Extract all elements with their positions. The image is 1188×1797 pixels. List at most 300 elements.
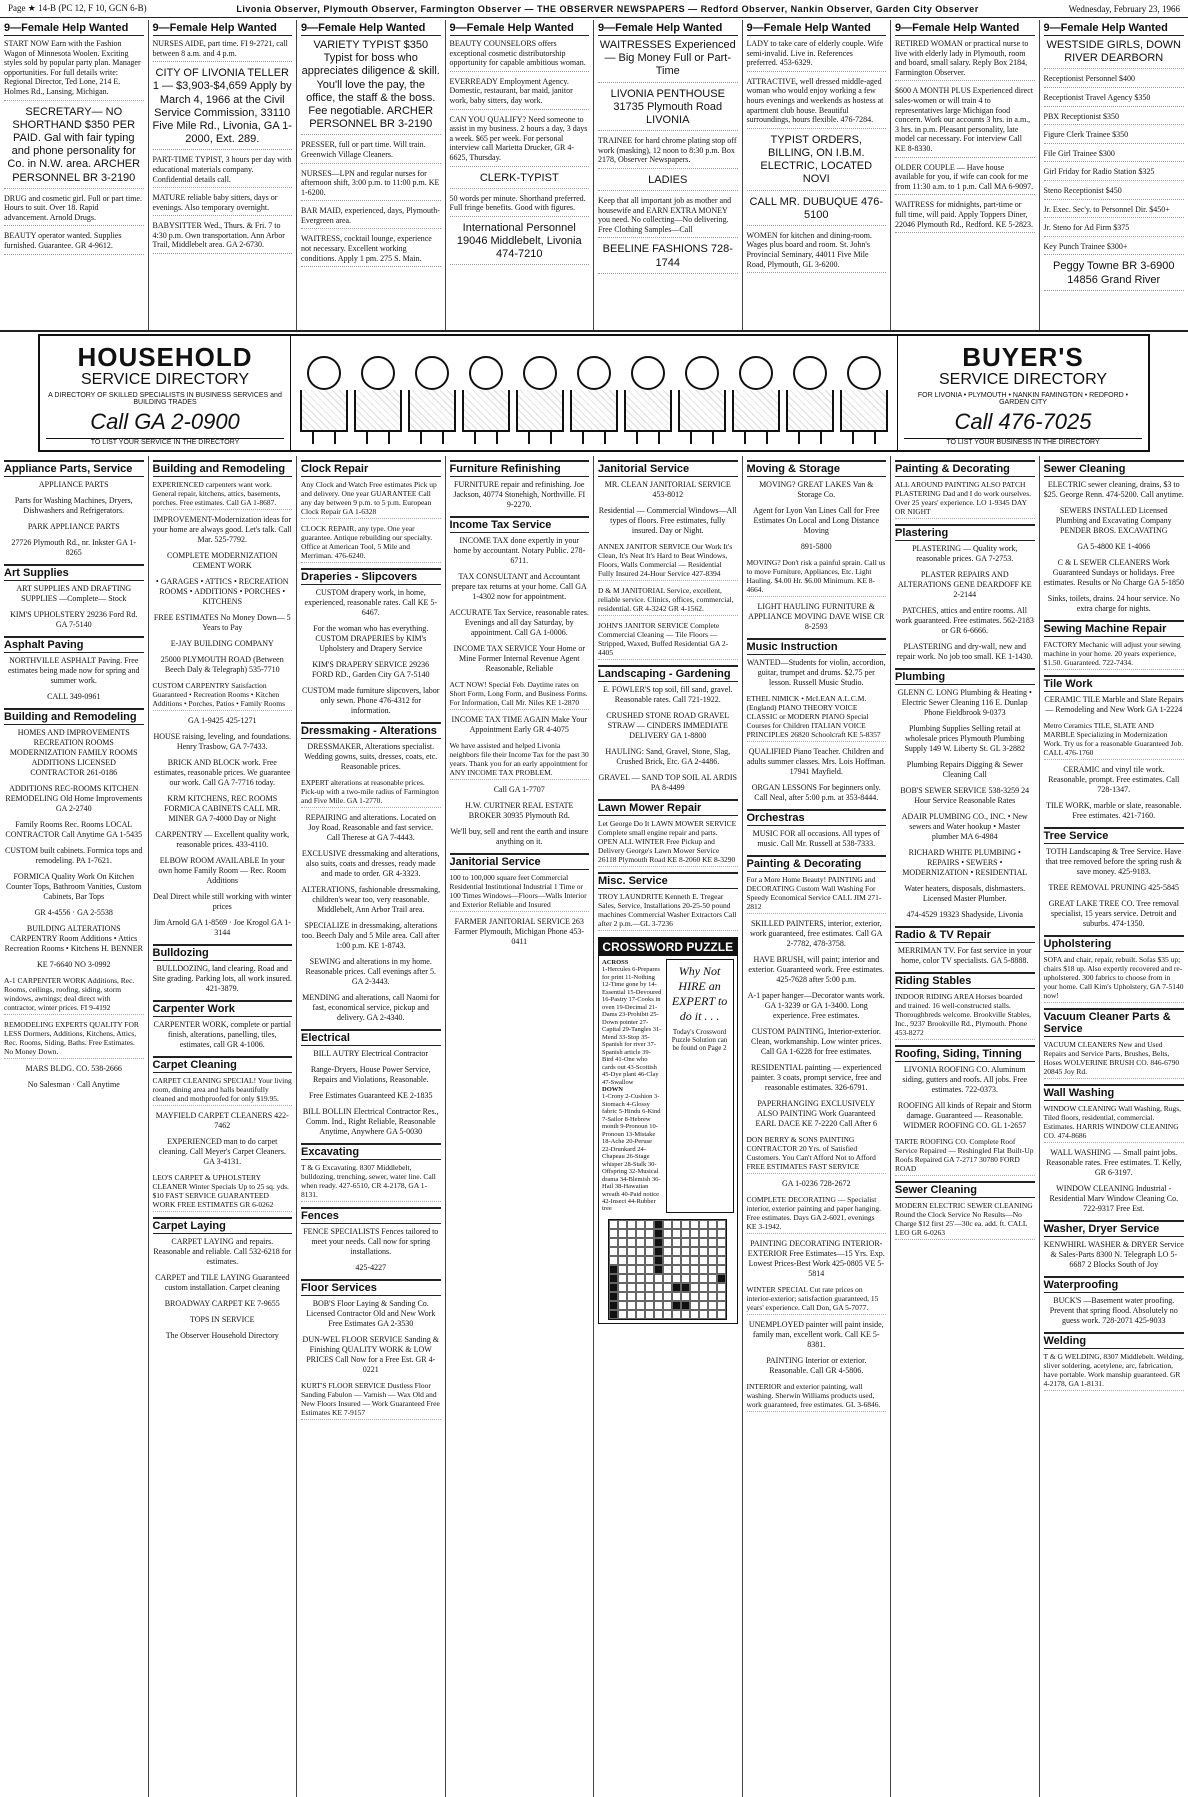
category-heading: Asphalt Paving xyxy=(4,636,144,653)
directory-listing: BOB'S Floor Laying & Sanding Co. Licensed Contractor Old and New Work Free Estimates GA 2-3530 xyxy=(306,1299,436,1328)
classified-ad: LADY to take care of elderly couple. Wife semi-invalid. Live in. References preferred. 453-6329. xyxy=(747,39,887,72)
directory-listing: NORTHVILLE ASPHALT Paving. Free estimates being made now for spring and summer work. xyxy=(7,656,140,685)
category-heading: Music Instruction xyxy=(747,638,887,655)
directory-listing: ORGAN LESSONS For beginners only. Call Neal, after 5:00 p.m. at 353-8444. xyxy=(751,783,881,802)
directory-listing: CUSTOM built cabinets. Formica tops and remodeling. PA 1-7621. xyxy=(4,846,143,865)
category-heading: Landscaping - Gardening xyxy=(598,665,738,682)
caroler-figure xyxy=(625,356,671,444)
directory-col-5 xyxy=(594,456,743,1797)
caroler-figure xyxy=(787,356,833,444)
directory-listing: TOTH Landscaping & Tree Service. Have that tree removed before the spring rush & save money. 425-9183. xyxy=(1045,847,1182,876)
classified-ad: OLDER COUPLE — Have house available for you, if wife can cook for me from 11:30 a.m. to 1 p.m. Call MA 6-9097. xyxy=(895,163,1035,196)
household-phone: Call GA 2-0900 xyxy=(90,409,240,434)
caroler-figure xyxy=(841,356,887,444)
category-heading: Carpet Laying xyxy=(153,1217,293,1234)
directory-listing: EXPERIENCED man to do carpet cleaning. Call Meyer's Carpet Cleaners. GA 3-4131. xyxy=(158,1137,286,1166)
classified-ad: MATURE reliable baby sitters, days or evenings. Also temporary overnight. xyxy=(153,193,293,216)
paper-names: Livonia Observer, Plymouth Observer, Farmington Observer — THE OBSERVER NEWSPAPERS — Redford Observer, Nankin Observer, Garden City Observer xyxy=(236,3,979,14)
directory-listing: WINDOW CLEANING Wall Washing, Rugs, Tiled floors, residential, commercial. Estimates. HARRIS WINDOW CLEANING CO. 474-8686 xyxy=(1044,1104,1185,1143)
directory-listing: SOFA and chair, repair, rebuilt. Sofas $35 up; chairs $18 up. Also expertly recovered and re-upholstered. 300 fabrics to choose from in your home. Call Kim's Upholstery, GA 7-5140 now! xyxy=(1044,955,1185,1003)
category-heading: Carpet Cleaning xyxy=(153,1056,293,1073)
category-heading: Moving & Storage xyxy=(747,460,887,477)
directory-listing: SKILLED PAINTERS, interior, exterior, work guaranteed, free estimates. Call GA 2-7782, 478-3758. xyxy=(749,919,883,948)
directory-listing: CLOCK REPAIR, any type. One year guarantee. Antique rebuilding our specialty. Office at American Tool, 5 Mile and Merriman. 476-6240. xyxy=(301,524,441,563)
job-listing: Steno Receptionist $450 xyxy=(1044,186,1185,200)
directory-listing: HAULING: Sand, Gravel, Stone, Slag, Crushed Brick, Etc. GA 2-4486. xyxy=(605,747,731,766)
directory-listing: MARS BLDG. CO. 538-2666 xyxy=(25,1064,122,1073)
directory-listing: BUCK'S —Basement water proofing. Prevent that spring flood. Absolutely no guess work. 728-2071 425-9033 xyxy=(1049,1296,1178,1325)
job-listing: Key Punch Trainee $300+ xyxy=(1044,242,1185,256)
directory-listing: SEWERS INSTALLED Licensed Plumbing and Excavating Company PENDER BROS. EXCAVATING xyxy=(1055,506,1172,535)
classified-ad: Peggy Towne BR 3-6900 14856 Grand River xyxy=(1044,260,1185,290)
category-heading: Roofing, Siding, Tinning xyxy=(895,1045,1035,1062)
classified-ad: PART-TIME TYPIST, 3 hours per day with educational materials company. Confidential details call. xyxy=(153,155,293,188)
crossword-clues xyxy=(602,959,662,1213)
across-label: ACROSS xyxy=(602,959,629,966)
directory-listing: EXCLUSIVE dressmaking and alterations, also suits, coats and dresses, ready made and made to order. GR 4-3323. xyxy=(301,849,440,878)
directory-listing: BULLDOZING, land clearing. Road and Site grading. Parking lots, all work insured. 421-3879. xyxy=(152,964,292,993)
job-listing: Girl Friday for Radio Station $325 xyxy=(1044,167,1185,181)
help-wanted-col-8 xyxy=(1040,20,1188,330)
directory-listing: TROY LAUNDRITE Kenneth E. Tregear Sales, Service, Installations 20-25-50 pound machines Commercial Washer Extractors Call after 2 p.m.—GL 3-7236 xyxy=(598,892,738,931)
classified-ad: TYPIST ORDERS, BILLING, ON I.B.M. ELECTRIC, LOCATED NOVI xyxy=(747,134,887,191)
category-heading: Building and Remodeling xyxy=(4,708,144,725)
directory-listing: Free Estimates Guaranteed KE 2-1835 xyxy=(308,1091,433,1100)
classified-ad: BEAUTY operator wanted. Supplies furnished. Guarantee. GR 4-9612. xyxy=(4,231,144,254)
directory-listing: T & G Excavating. 8307 Middlebelt, bulldozing, trenching, sewer, water line. Call when ready. 427-6510, CR 4-2178, GA 1-8131. xyxy=(301,1163,441,1202)
section-heading: 9—Female Help Wanted xyxy=(747,22,887,36)
directory-listing: ELBOW ROOM AVAILABLE In your own home Family Room — Rec. Room Additions xyxy=(158,856,287,885)
category-heading: Excavating xyxy=(301,1143,441,1160)
directory-listing: RICHARD WHITE PLUMBING • REPAIRS • SEWERS • MODERNIZATION • RESIDENTIAL xyxy=(902,848,1028,877)
directory-listing: CUSTOM PAINTING, Interior-exterior. Clean, workmanship. Low winter prices. Call GA 1-6228 for free estimates. xyxy=(751,1027,882,1056)
classified-ad: WAITRESS, cocktail lounge, experience not necessary. Excellent working conditions. Apply 1 pm. 275 S. Main. xyxy=(301,234,441,267)
directory-listing: DON BERRY & SONS PAINTING CONTRACTOR 20 Yrs. of Satisfied Customers. You Can't Afford Not to Afford FREE ESTIMATES FAST SERVICE xyxy=(747,1135,887,1174)
directory-listing: LEO'S CARPET & UPHOLSTERY CLEANER Winter Specials Up to 25 sq. yds. $10 FAST SERVICE GUARANTEED WORK FREE ESTIMATES GR 6-0262 xyxy=(153,1173,293,1212)
directory-listing: Let George Do It LAWN MOWER SERVICE Complete small engine repair and parts. OPEN ALL WINTER Free Pickup and Delivery George's Lawn Mower Service 26118 Plymouth Road KE 8-2060 KE 8-3290 xyxy=(598,819,738,867)
directory-listing: Call GA 1-7707 xyxy=(493,785,545,794)
directory-listing: REMODELING EXPERTS QUALITY FOR LESS Dormers, Additions, Kitchens, Attics, Rec. Rooms, Siding, Baths. Free Estimates. No Money Down. xyxy=(4,1020,144,1059)
directory-listing: CRUSHED STONE ROAD GRAVEL STRAW — CINDERS IMMEDIATE DELIVERY GA 1-8800 xyxy=(606,711,730,740)
directory-listing: GRAVEL — SAND TOP SOIL AL ARDIS PA 8-4499 xyxy=(598,773,737,792)
help-wanted-col-3 xyxy=(297,20,446,330)
category-heading: Clock Repair xyxy=(301,460,441,477)
promo-text: Why Not HIRE an EXPERT to do it . . . xyxy=(671,964,728,1023)
directory-listing: Sinks, toilets, drains. 24 hour service. No extra charge for nights. xyxy=(1047,594,1180,613)
directory-listing: We'll buy, sell and rent the earth and insure anything on it. xyxy=(450,827,589,846)
category-heading: Washer, Dryer Service xyxy=(1044,1220,1185,1237)
directory-listing: EXPERIENCED carpenters want work. General repair, kitchens, attics, basements, porches. Free estimates. Call GA 1-8687. xyxy=(153,480,293,510)
directory-col-6 xyxy=(743,456,892,1797)
directory-listing: FENCE SPECIALISTS Fences tailored to meet your needs. Call now for spring installations. xyxy=(303,1227,439,1256)
directory-listing: ACCURATE Tax Service, reasonable rates. Evenings and all day Saturday, by appointment. Call GA 1-0006. xyxy=(449,608,589,637)
classified-ad: WAITRESSES Experienced — Big Money Full or Part-Time xyxy=(598,39,738,83)
directory-listing: IMPROVEMENT-Modernization ideas for your home are always good. Let's talk. Call Mar. 525-7792. xyxy=(152,515,292,544)
classified-ad: NURSES AIDE, part time. FI 9-2721, call between 8 a.m. and 4 p.m. xyxy=(153,39,293,62)
directory-listing: HOUSE raising, leveling, and foundations. Henry Trasbow, GA 7-7433. xyxy=(153,732,292,751)
directory-listing: COMPLETE DECORATING — Specialist interior, exterior painting and paper hanging. Free estimates. Days GA 2-6021, evenings KE 3-1942. xyxy=(747,1195,887,1234)
directory-listing: INCOME TAX done expertly in your home by accountant. Notary Public. 278-6711. xyxy=(453,536,586,565)
category-heading: Radio & TV Repair xyxy=(895,926,1035,943)
masthead xyxy=(0,0,1188,18)
help-wanted-col-4 xyxy=(446,20,595,330)
classified-ad: PRESSER, full or part time. Will train. Greenwich Village Cleaners. xyxy=(301,140,441,163)
directory-listing: ADAIR PLUMBING CO., INC. • New sewers and Water hookup • Master plumber MA 6-4984 xyxy=(901,812,1028,841)
section-heading: 9—Female Help Wanted xyxy=(895,22,1035,36)
directory-listing: PLASTER REPAIRS AND ALTERATIONS GENE DEARDOFF KE 2-2144 xyxy=(897,570,1032,599)
directory-listing: VACUUM CLEANERS New and Used Repairs and Service Parts, Brushes, Belts, Hoses WOLVERINE BRUSH CO. 846-6790 20845 Joy Rd. xyxy=(1044,1040,1185,1079)
directory-listing: Deal Direct while still working with winter prices xyxy=(153,892,292,911)
directory-listing: PAPERHANGING EXCLUSIVELY ALSO PAINTING Work Guaranteed EARL DACE KE 7-2220 Call After 6 xyxy=(755,1099,877,1128)
category-heading: Draperies - Slipcovers xyxy=(301,568,441,585)
directory-listing: A-1 CARPENTER WORK Additions, Rec. Rooms, ceilings, roofing, siding, storm windows, awnings; deal direct with contractor, winter prices. FI 9-4192 xyxy=(4,976,144,1015)
directory-listing: INCOME TAX TIME AGAIN Make Your Appointment Early GR 4-4075 xyxy=(451,715,587,734)
crossword-title: CROSSWORD PUZZLE xyxy=(599,938,737,956)
directory-col-2 xyxy=(149,456,298,1797)
classified-ad: CITY OF LIVONIA TELLER 1 — $3,903-$4,659 Apply by March 4, 1966 at the Civil Service Commission, 33110 Five Mile Rd., Livonia, GA 1-2000, Ext. 289. xyxy=(153,67,293,150)
directory-listing: CARPENTRY — Excellent quality work, reasonable prices. 433-4110. xyxy=(155,830,290,849)
category-heading: Tree Service xyxy=(1044,827,1185,844)
classified-ad: BAR MAID, experienced, days, Plymouth-Evergreen area. xyxy=(301,206,441,229)
directory-listing: LIGHT HAULING FURNITURE & APPLIANCE MOVING DAVE WISE CR 8-2593 xyxy=(748,602,885,631)
caroler-figure xyxy=(571,356,617,444)
directory-listing: Parts for Washing Machines, Dryers, Dishwashers and Refrigerators. xyxy=(14,496,133,515)
directory-listing: GA 1-0236 728-2672 xyxy=(782,1179,851,1188)
directory-listing: TAX CONSULTANT and Accountant prepare tax returns at your home. Call GA 1-4302 now for appointment. xyxy=(451,572,587,601)
directory-listing: 891-5800 xyxy=(800,542,832,551)
classified-ad: $600 A MONTH PLUS Experienced direct sales-women or will train 4 to representatives large Michigan food concern. Work our accounts 3 hrs. in a.m., 3 hrs. in p.m. Pleasant personality, late model car necessary. For interview Call KE 8-8330. xyxy=(895,86,1035,157)
classified-ad: LADIES xyxy=(598,174,738,191)
help-wanted-section xyxy=(0,20,1188,332)
directory-listing: PATCHES, attics and entire rooms. All work guaranteed. Free estimates. 562-2183 or GR 6-6666. xyxy=(895,606,1034,635)
directory-listing: 425-4227 xyxy=(355,1263,387,1272)
directory-listing: CARPET and TILE LAYING Guaranteed custom installation. Carpet cleaning xyxy=(155,1273,290,1292)
category-heading: Waterproofing xyxy=(1044,1276,1185,1293)
directory-listing: E. FOWLER'S top soil, fill sand, gravel. Reasonable rates. Call 721-1922. xyxy=(603,685,733,704)
directory-listing: QUALIFIED Piano Teacher. Children and adults summer classes. Mrs. Lois Hoffman. 17941 Mayfield. xyxy=(746,747,886,776)
buyers-subtitle: SERVICE DIRECTORY xyxy=(938,371,1108,388)
category-heading: Art Supplies xyxy=(4,564,144,581)
category-heading: Floor Services xyxy=(301,1279,441,1296)
job-listing: Receptionist Personnel $400 xyxy=(1044,74,1185,88)
category-heading: Electrical xyxy=(301,1029,441,1046)
directory-listing: ALL AROUND PAINTING ALSO PATCH PLASTERING Dad and I do work ourselves. Over 25 years' experience. LO 1-9345 DAY OR NIGHT xyxy=(895,480,1035,519)
category-heading: Painting & Decorating xyxy=(895,460,1035,477)
directory-listing: JOHN'S JANITOR SERVICE Complete Commercial Cleaning — Tile Floors — Stripped, Waxed, Buffed Residential GA 2-4405 xyxy=(598,621,738,660)
directory-listing: KRM KITCHENS, REC ROOMS FORMICA CABINETS CALL MR. MINER GA 7-4000 Day or Night xyxy=(164,794,281,823)
classified-ad: CAN YOU QUALIFY? Need someone to assist in my business. 2 hours a day, 3 days a week. $65 per week. For personal interview call Marietta Drucker, GR 4-6625, Thursday. xyxy=(450,115,590,167)
classified-ad: WAITRESS for midnights, part-time or full time, will paid. Apply Toppers Diner, 22046 Plymouth Rd., Redford. KE 5-2823. xyxy=(895,200,1035,233)
directory-listing: ART SUPPLIES AND DRAFTING SUPPLIES —Complete— Stock xyxy=(16,584,132,603)
category-heading: Plastering xyxy=(895,524,1035,541)
directory-listing: CARPENTER WORK, complete or partial finish, alterations, panelling, tiles, estimates, call GR 4-1006. xyxy=(153,1020,291,1049)
directory-listing: FURNITURE repair and refinishing. Joe Jackson, 40774 Stonehigh, Northville. FI 9-2270. xyxy=(453,480,586,509)
household-subtitle: SERVICE DIRECTORY xyxy=(80,371,250,388)
directory-listing: MUSIC FOR all occasions. All types of music. Call Mr. Russell at 538-7333. xyxy=(752,829,880,848)
category-heading: Vacuum Cleaner Parts & Service xyxy=(1044,1008,1185,1037)
help-wanted-col-6 xyxy=(743,20,892,330)
directory-listing: SEWING and alterations in my home. Reasonable prices. Call evenings after 5. GA 2-3443. xyxy=(305,957,436,986)
household-desc: A DIRECTORY OF SKILLED SPECIALISTS IN BUSINESS SERVICES and BUILDING TRADES xyxy=(48,392,282,406)
classified-ad: CALL MR. DUBUQUE 476-5100 xyxy=(747,196,887,226)
job-listing: PBX Receptionist $350 xyxy=(1044,112,1185,126)
directory-listing: MODERN ELECTRIC SEWER CLEANING Round the Clock Service No Results—No Charge $12 first 25'—30c ea. add. ft. CALL LEO GR 6-0263 xyxy=(895,1201,1035,1240)
category-heading: Bulldozing xyxy=(153,944,293,961)
directory-listing: MERRIMAN TV. For fast service in your home, color TV specialists. GA 5-8888. xyxy=(897,946,1032,965)
directory-listing: ACT NOW! Special Feb. Daytime rates on Short Form, Long Form, and Business Forms. For Information, Call Mr. Niles KE 1-2870 xyxy=(450,680,590,710)
directory-listing: CERAMIC TILE Marble and Slate Repairs — Remodeling and New Work GA 1-2224 xyxy=(1044,695,1184,714)
directory-listing: BRICK AND BLOCK work. Free estimates, reasonable prices. We guarantee our work. Call GA 7-7716 today. xyxy=(154,758,291,787)
classified-ad: Keep that all important job as mother and housewife and EARN EXTRA MONEY you need. No collecting—No delivering. Free Clothing Samples—Call xyxy=(598,196,738,238)
help-wanted-col-7 xyxy=(891,20,1040,330)
buyers-directory-header xyxy=(898,336,1148,450)
directory-listing: C & L SEWER CLEANERS Work Guaranteed Sundays or holidays. Free estimates. Results or No Charge GA 5-1850 xyxy=(1043,558,1185,587)
directory-listing: ADDITIONS REC-ROOMS KITCHEN REMODELING Old Home Improvements GA 2-2740 xyxy=(5,784,143,813)
classified-ad: TRAINEE for hard chrome plating stop off work (masking), 12 noon to 8:30 p.m. Box 2178, Observer Newspapers. xyxy=(598,136,738,169)
directory-listing: MOVING? GREAT LAKES Van & Storage Co. xyxy=(759,480,874,499)
directory-listing: 27726 Plymouth Rd., nr. Inkster GA 1-8265 xyxy=(11,538,137,557)
buyers-title: BUYER'S xyxy=(962,342,1084,372)
directory-listing: CARPET LAYING and repairs. Reasonable and reliable. Call 532-6218 for estimates. xyxy=(153,1237,292,1266)
down-clues: 1-Crony 2-Cushion 3-Stomach 4-Glossy fabric 5-Hindu 6-Kind 7-Sailor 8-Hebrew month 9-Pronoun 10-Pronoun 13-Mistake 18-Ache 20-Peruse 22-Drunkard 24-Chapeau 26-Stage whisper 28-Stalk 30-Offspring 32-Musical drama 34-Blemish 36-Hail 38-Hawaiian wreath 40-Paid notice 42-Insect 44-Rubber tree xyxy=(602,1093,661,1213)
category-heading: Lawn Mower Repair xyxy=(598,799,738,816)
buyers-desc: FOR LIVONIA • PLYMOUTH • NANKIN FAMINGTON • REDFORD • GARDEN CITY xyxy=(917,392,1129,406)
directory-listing: D & M JANITORIAL Service, excellent, reliable service. Clinics, offices, commercial, residential. GR 4-3242 GR 4-1562. xyxy=(598,586,738,616)
directory-listing: ALTERATIONS, fashionable dressmaking, children's wear too, very reasonable. Middlebelt, Ann Arbor Trail area. xyxy=(301,885,441,914)
category-heading: Upholstering xyxy=(1044,935,1185,952)
directory-listing: LIVONIA ROOFING CO. Aluminum siding, gutters and roofs. All jobs. Free estimates. 722-0373. xyxy=(902,1065,1028,1094)
directory-col-4 xyxy=(446,456,595,1797)
directory-listing: WINTER SPECIAL Cut rate prices on interior-exterior; satisfaction guaranteed, 15 years' experience. Call Don, GA 5-7077. xyxy=(747,1285,887,1315)
buyers-note: TO LIST YOUR BUSINESS IN THE DIRECTORY xyxy=(904,438,1142,446)
household-note: TO LIST YOUR SERVICE IN THE DIRECTORY xyxy=(46,438,284,446)
category-heading: Plumbing xyxy=(895,668,1035,685)
directory-listing: 100 to 100,000 square feet Commercial Residential Institutional Industrial 1 Time or 100 Times Windows—Floors—Walls Interior and Exterior Reliable and Insured xyxy=(450,873,590,912)
category-heading: Carpenter Work xyxy=(153,1000,293,1017)
caroler-figure xyxy=(355,356,401,444)
category-heading: Wall Washing xyxy=(1044,1084,1185,1101)
directory-listing: PLASTERING — Quality work, reasonable prices. GA 7-2753. xyxy=(912,544,1018,563)
classified-ad: RETIRED WOMAN or practical nurse to live with elderly lady in Plymouth, room and board, small salary. Reply Box 2184, Farmington Observer. xyxy=(895,39,1035,81)
directory-listing: HOMES AND IMPROVEMENTS RECREATION ROOMS MODERNIZATION FAMILY ROOMS ADDITIONS LICENSED CONTRACTOR 261-0186 xyxy=(9,728,138,777)
directory-listing: Range-Dryers, House Power Service, Repairs and Violations, Reasonable. xyxy=(310,1065,431,1084)
hire-expert-promo xyxy=(666,959,734,1213)
directory-listing: FARMER JANITORIAL SERVICE 263 Farmer Plymouth, Michigan Phone 453-0411 xyxy=(454,917,585,946)
directory-col-8 xyxy=(1040,456,1188,1797)
caroler-figure xyxy=(301,356,347,444)
directory-listing: TILE WORK, marble or slate, reasonable. Free estimates. 421-7160. xyxy=(1046,801,1182,820)
directory-listing: MOVING? Don't risk a painful sprain. Call us to move Furniture, Appliances, Etc. Light Hauling. $4.00 Hr. $6.00 Minimum. KE 8-4664. xyxy=(747,558,887,597)
category-heading: Welding xyxy=(1044,1332,1185,1349)
category-heading: Riding Stables xyxy=(895,972,1035,989)
classified-ad: WOMEN for kitchen and dining-room. Wages plus board and room. St. John's Provincial Seminary, 44011 Five Mile Road, Plymouth, GL 3-6200. xyxy=(747,231,887,273)
directory-listing: PAINTING DECORATING INTERIOR-EXTERIOR Free Estimates—15 Yrs. Exp. Lowest Prices-Best Work 425-0805 VE 5-5814 xyxy=(747,1239,885,1278)
help-wanted-col-1 xyxy=(0,20,149,330)
directory-listing: CUSTOM CARPENTRY Satisfaction Guaranteed • Recreation Rooms • Kitchen Additions • Porches, Patios • Family Rooms xyxy=(153,681,293,711)
caroler-figure xyxy=(409,356,455,444)
directory-listing: SPECIALIZE in dressmaking, alterations too. Beech Daly and 5 Mile area. Call after 1:00 p.m. KE 1-8743. xyxy=(301,921,440,950)
directory-listing: MAYFIELD CARPET CLEANERS 422-7462 xyxy=(155,1111,289,1130)
classified-ad: 50 words per minute. Shorthand preferred. Full fringe benefits. Good with figures. xyxy=(450,194,590,217)
category-heading: Dressmaking - Alterations xyxy=(301,722,441,739)
category-heading: Misc. Service xyxy=(598,872,738,889)
directory-listing: KIM'S UPHOLSTERY 29236 Ford Rd. GA 7-5140 xyxy=(10,610,138,629)
directory-listing: WALL WASHING — Small paint jobs. Reasonable rates. Free estimates. T. Kelly, GR 6-3197. xyxy=(1046,1148,1182,1177)
classified-ad: VARIETY TYPIST $350 Typist for boss who appreciates diligence & skill. You'll love the pay, the office, the staff & the boss. Fee negotiable. ARCHER PERSONNEL BR 3-2190 xyxy=(301,39,441,135)
category-heading: Orchestras xyxy=(747,809,887,826)
directory-listing: MENDING and alterations, call Naomi for fast, economical service, pickup and delivery. GA 2-4340. xyxy=(302,993,440,1022)
classified-ad: WESTSIDE GIRLS, DOWN RIVER DEARBORN xyxy=(1044,39,1185,69)
classified-ad: CLERK-TYPIST xyxy=(450,172,590,189)
directory-col-7 xyxy=(891,456,1040,1797)
classified-ad: BEAUTY COUNSELORS offers exceptional cosmetic distributorship opportunity for capable ambitious woman. xyxy=(450,39,590,72)
directory-listing: Plumbing Supplies Selling retail at wholesale prices Plymouth Plumbing Supply 149 W. Liberty St. GL 3-2882 xyxy=(904,724,1026,753)
directory-listing: TARTE ROOFING CO. Complete Roof Service Repaired — Reshingled Flat Built-Up Roofs Repaired GA 7-2717 30780 FORD ROAD xyxy=(895,1137,1035,1176)
directory-listing: GREAT LAKE TREE CO. Tree removal specialist, 15 years service. Detroit and suburbs. 474-1350. xyxy=(1048,899,1179,928)
directory-listing: REPAIRING and alterations. Located on Joy Road. Reasonable and fast service. Call Therese at GA 7-4443. xyxy=(305,813,437,842)
caroler-figure xyxy=(463,356,509,444)
category-heading: Building and Remodeling xyxy=(153,460,293,477)
category-heading: Sewing Machine Repair xyxy=(1044,620,1185,637)
directory-listing: PAINTING Interior or exterior. Reasonable. Call GR 4-5806. xyxy=(766,1356,867,1375)
directory-listing: KURT'S FLOOR SERVICE Dustless Floor Sanding Fabulon — Varnish — Wax Old and New Floors Insured — Work Guaranteed Free Estimates KE 7-9157 xyxy=(301,1381,441,1420)
directory-listing: FREE ESTIMATES No Money Down— 5 Years to Pay xyxy=(153,613,291,632)
classified-ad: BABYSITTER Wed., Thurs. & Fri. 7 to 4:30 p.m. Own transportation. Ann Arbor Trail, Middlebelt area. GA 2-6730. xyxy=(153,221,293,254)
directory-listing: The Observer Household Directory xyxy=(165,1331,279,1340)
directory-listing: BILL BOLLIN Electrical Contractor Res., Comm. Ind., Right Reliable, Reasonable Anytime, Anywhere GA 5-0030 xyxy=(302,1107,439,1136)
directory-listing: GA 1-9425 425-1271 xyxy=(188,716,257,725)
crossword-puzzle xyxy=(598,937,738,1324)
directory-listing: HAVE BRUSH, will paint; interior and exterior. Guaranteed work. Free estimates. 425-7628 after 5:00 p.m. xyxy=(748,955,885,984)
directory-col-1 xyxy=(0,456,149,1797)
job-listing: Figure Clerk Trainee $350 xyxy=(1044,130,1185,144)
category-heading: Painting & Decorating xyxy=(747,855,887,872)
section-heading: 9—Female Help Wanted xyxy=(301,22,441,36)
directory-listing: APPLIANCE PARTS xyxy=(38,480,109,489)
directory-listing: Residential — Commercial Windows—All types of floors. Free estimates, fully insured. Day or Night. xyxy=(598,506,737,535)
classified-ad: BEELINE FASHIONS 728-1744 xyxy=(598,243,738,273)
directory-listing: RESIDENTIAL painting — experienced painter. 3 coats, prompt service, free and reasonable estimates. 326-6791. xyxy=(750,1063,882,1092)
section-heading: 9—Female Help Wanted xyxy=(153,22,293,36)
directory-listing: We have assisted and helped Livonia neighbors file their Income Tax for the past 30 years. Thank you for an early appointment for ANY INCOME TAX PROBLEM. xyxy=(450,741,590,780)
classified-ad: SECRETARY— NO SHORTHAND $350 PER PAID. Gal with fair typing and phone personality for Co. in N.W. area. ARCHER PERSONNEL BR 3-2190 xyxy=(4,106,144,189)
directory-listing: KENWHIRL WASHER & DRYER Service & Sales-Parts 8300 N. Telegraph LO 5-6687 2 Blocks South of Joy xyxy=(1043,1240,1184,1269)
section-heading: 9—Female Help Wanted xyxy=(450,22,590,36)
directory-listing: TREE REMOVAL PRUNING 425-5845 xyxy=(1048,883,1179,892)
directory-listing: Plumbing Repairs Digging & Sewer Cleaning Call xyxy=(906,760,1023,779)
directory-listing: INCOME TAX SERVICE Your Home or Mine Former Internal Revenue Agent Reasonable, Reliable xyxy=(453,644,585,673)
classified-ad: NURSES—LPN and regular nurses for afternoon shift, 3:00 p.m. to 11:00 p.m. KE 1-6200. xyxy=(301,169,441,202)
directory-listing: PLASTERING and dry-wall, new and repair work. No job too small. KE 1-1430. xyxy=(896,642,1033,661)
section-heading: 9—Female Help Wanted xyxy=(4,22,144,36)
section-heading: 9—Female Help Wanted xyxy=(598,22,738,36)
directory-listing: WINDOW CLEANING Industrial - Residential Marv Window Cleaning Co. 722-9317 Free Est. xyxy=(1049,1184,1179,1213)
issue-date: Wednesday, February 23, 1966 xyxy=(1068,3,1180,14)
help-wanted-col-2 xyxy=(149,20,298,330)
crossword-grid xyxy=(608,1219,727,1320)
directory-listing: MR. CLEAN JANITORIAL SERVICE 453-8012 xyxy=(604,480,731,499)
carolers-illustration xyxy=(290,336,898,450)
category-heading: Janitorial Service xyxy=(598,460,738,477)
household-directory-header xyxy=(40,336,290,450)
directory-listing: COMPLETE MODERNIZATION CEMENT WORK xyxy=(167,551,278,570)
category-heading: Appliance Parts, Service xyxy=(4,460,144,477)
directory-listing: PARK APPLIANCE PARTS xyxy=(27,522,120,531)
directory-listing: BOB'S SEWER SERVICE 538-3259 24 Hour Service Reasonable Rates xyxy=(900,786,1030,805)
category-heading: Furniture Refinishing xyxy=(450,460,590,477)
directory-listing: CALL 349-0961 xyxy=(47,692,101,701)
category-heading: Fences xyxy=(301,1207,441,1224)
category-heading: Tile Work xyxy=(1044,675,1185,692)
caroler-figure xyxy=(679,356,725,444)
directory-listing: KE 7-6640 NO 3-0992 xyxy=(36,960,111,969)
directory-listing: CUSTOM made furniture slipcovers, labor only sewn. Phone 476-4312 for information. xyxy=(302,686,440,715)
directory-col-3 xyxy=(297,456,446,1797)
directory-listing: INTERIOR and exterior painting, wall washing. Sherwin Williams products used, work guaranteed, free estimates. GL 3-6846. xyxy=(747,1382,887,1412)
job-listing: Receptionist Travel Agency $350 xyxy=(1044,93,1185,107)
directory-listing: 25000 PLYMOUTH ROAD (Between Beech Daly & Telegraph) 535-7710 xyxy=(160,655,284,674)
section-heading: 9—Female Help Wanted xyxy=(1044,22,1185,36)
directory-listing: T & G WELDING, 8307 Middlebelt. Welding, sliver soldering, acetylene, arc, fabrication, have portable. Work manship guaranteed. GR 4-2178, GA 1-8131. xyxy=(1044,1352,1185,1391)
category-heading: Janitorial Service xyxy=(450,853,590,870)
directory-listing: CARPET CLEANING SPECIAL! Your living room, dining area and halls beautifully cleaned and mothproofed for only $19.95. xyxy=(153,1076,293,1106)
directory-listing: Jim Arnold GA 1-8569 · Joe Krogol GA 1-3144 xyxy=(153,918,291,937)
caroler-figure xyxy=(733,356,779,444)
directory-listing: TOPS IN SERVICE xyxy=(189,1315,255,1324)
directory-listing: Water heaters, disposals, dishmasters. Licensed Master Plumber. xyxy=(904,884,1026,903)
directory-listing: • GARAGES • ATTICS • RECREATION ROOMS • ADDITIONS • PORCHES • KITCHENS xyxy=(155,577,289,606)
directory-listing: WANTED—Students for violin, accordion, guitar, trumpet and drums. $2.75 per lesson. Russell Music Studio. xyxy=(746,658,886,687)
directory-listing: FORMICA Quality Work On Kitchen Counter Tops, Bathroom Vanities, Custom Cabinets, Bar Tops xyxy=(5,872,142,901)
directory-listing: H.W. CURTNER REAL ESTATE BROKER 30935 Plymouth Rd. xyxy=(465,801,574,820)
classified-ad: START NOW Earn with the Fashion Wagon of Minnesota Woolen. Exciting styles sold by popular party plan. Manager opportunities. For full details write: Regional Director, Ted Lone, 214 E. Holmes Rd., Lansing, Michigan. xyxy=(4,39,144,101)
job-listing: File Girl Trainee $300 xyxy=(1044,149,1185,163)
directory-listing: BILL AUTRY Electrical Contractor xyxy=(313,1049,429,1058)
directory-listing: ELECTRIC sewer cleaning, drains, $3 to $25. George Renn. 474-5200. Call anytime. xyxy=(1043,480,1184,499)
directory-listing: FACTORY Mechanic will adjust your sewing machine in your home. 20 years experience, $1.50. Guaranteed. 722-7434. xyxy=(1044,640,1185,670)
directory-listing: KIM'S DRAPERY SERVICE 29236 FORD RD., Garden City GA 7-5140 xyxy=(311,660,430,679)
page-info: Page ★ 14-B (PC 12, F 10, GCN 6-B) xyxy=(8,3,147,13)
directory-listing: DUN-WEL FLOOR SERVICE Sanding & Finishing QUALITY WORK & LOW PRICES Call Now for a Free Est. GR 4-0221 xyxy=(302,1335,439,1374)
directory-listing: ANNEX JANITOR SERVICE Our Work It's Clean, It's Neat It's Hard to Beat Windows, Floors, Walls Commercial — Residential Fully Insured 24-Hour Service 427-8394 xyxy=(598,542,738,581)
job-listing: Jr. Steno for Ad Firm $375 xyxy=(1044,223,1185,237)
directory-listing: For the woman who has everything. CUSTOM DRAPERIES by KIM's Upholstery and Drapery Service xyxy=(313,624,429,653)
directory-listing: GA 5-4800 KE 1-4066 xyxy=(1077,542,1151,551)
classified-ad: DRUG and cosmetic girl. Full or part time. Hours to suit. Over 18. Rapid advancement. Arnold Drugs. xyxy=(4,194,144,227)
directory-listing: For a More Home Beauty! PAINTING and DECORATING Custom Wall Washing For Speedy Economical Service CALL JIM 271-2812 xyxy=(747,875,887,914)
directory-listing: INDOOR RIDING AREA Horses boarded and trained. 16 well-constructed stalls. Thoroughbreds welcome. Brookville Stables, Inc., 9237 Brookville Rd., Plymouth. Phone 453-8272 xyxy=(895,992,1035,1040)
directory-listing: BUILDING ALTERATIONS CARPENTRY Room Additions • Attics Recreation Rooms • Kitchens H. BENNER xyxy=(4,924,143,953)
directory-listing: 474-4529 19323 Shadyside, Livonia xyxy=(906,910,1023,919)
category-heading: Sewer Cleaning xyxy=(1044,460,1185,477)
directory-listing: DRESSMAKER, Alterations specialist. Wedding gowns, suits, dresses, coats, etc. Reasonable prices. xyxy=(304,742,438,771)
directory-listing: EXPERT alterations at reasonable prices. Pick-up with a two-mile radius of Farmington and Five Mile. GA 1-2770. xyxy=(301,778,441,808)
down-label: DOWN xyxy=(602,1085,623,1093)
help-wanted-col-5 xyxy=(594,20,743,330)
classified-ad: International Personnel 19046 Middlebelt, Livonia 474-7210 xyxy=(450,222,590,266)
directory-listing: Agent for Lyon Van Lines Call for Free Estimates On Local and Long Distance Moving xyxy=(753,506,880,535)
directory-listing: E-JAY BUILDING COMPANY xyxy=(170,639,274,648)
directory-listing: ETHEL NIMICK • McLEAN A.L.C.M. (England) PIANO THEORY VOICE CLASSIC or MODERN PIANO Special Courses for Children ITALIAN VOICE PRINCIPLES 26820 Schoolcraft KE 5-8357 xyxy=(747,694,887,742)
directory-listing: CERAMIC and vinyl tile work. Reasonable, prompt. Free estimates. Call 728-1347. xyxy=(1048,765,1180,794)
directory-listing: GLENN C. LONG Plumbing & Heating • Electric Sewer Cleaning 116 E. Dunlap Phone Fieldbrook 9-0373 xyxy=(897,688,1032,717)
classified-ad: ATTRACTIVE, well dressed middle-aged woman who would enjoy working a few hours evenings and weekends as hostess at apartment club house. Beautiful surroundings, hours flexible. 476-7284. xyxy=(747,77,887,129)
job-listing: Jr. Exec. Sec'y. to Personnel Dir. $450+ xyxy=(1044,205,1185,219)
category-heading: Income Tax Service xyxy=(450,516,590,533)
across-clues: 1-Hercules 6-Prepares for print 11-Nothing 12-Time gone by 14-Essential 15-Devoured 16-Pastry 17-Cooks in oven 19-Decimal 21-Dams 23-Prohibit 25-Down pointer 27-Capital 29-Tangles 31-Mend 33-Stop 35-Spanish for river 37-Spanish article 39-Bird 41-One who cards out 43-Scottish 45-Dye plant 46-Clay 47-Swallow xyxy=(602,966,662,1086)
directory-listing: CUSTOM drapery work, in home, experienced, reasonable rates. Call KE 5-6467. xyxy=(304,588,438,617)
service-directory xyxy=(0,456,1188,1797)
